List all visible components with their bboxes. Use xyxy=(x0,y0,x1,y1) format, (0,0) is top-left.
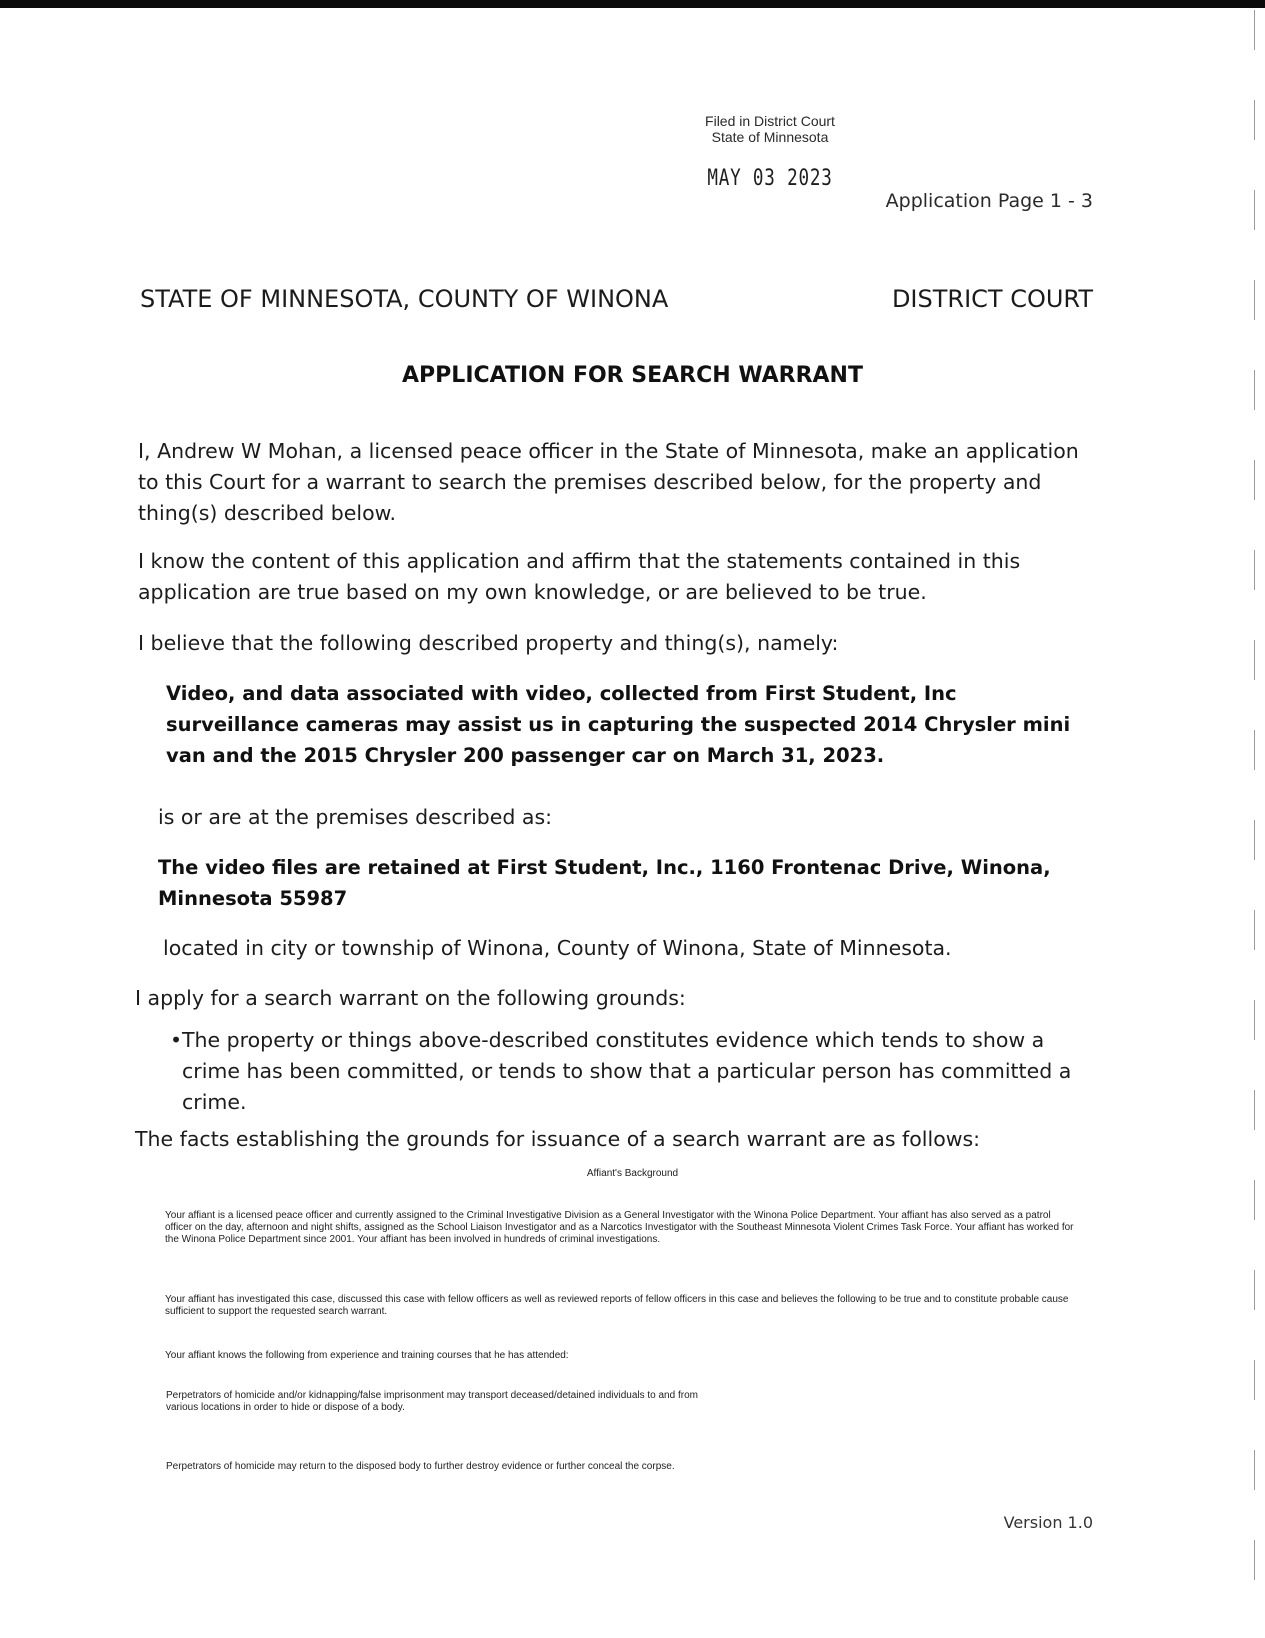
application-page-number: Application Page 1 - 3 xyxy=(885,190,1093,212)
stamp-date: MAY 03 2023 xyxy=(707,166,833,191)
stamp-line-1: Filed in District Court xyxy=(705,113,835,129)
version-label: Version 1.0 xyxy=(1003,1513,1093,1532)
court-name: DISTRICT COURT xyxy=(891,285,1093,313)
filed-stamp xyxy=(650,113,890,145)
premises-description: The video files are retained at First Student, Inc., 1160 Frontenac Drive, Winona, Minnesota 55987 xyxy=(158,856,1051,910)
affidavit-paragraph-3: Your affiant knows the following from experience and training courses that he has attended: xyxy=(165,1350,569,1361)
location-paragraph: located in city or township of Winona, County of Winona, State of Minnesota. xyxy=(163,936,952,960)
scan-right-edge xyxy=(1254,10,1255,1630)
grounds-list-item xyxy=(170,1025,1090,1118)
grounds-item-text: The property or things above-described constitutes evidence which tends to show a crime has been committed, or tends to show that a particular person has committed a crime. xyxy=(182,1028,1072,1114)
stamp-line-2: State of Minnesota xyxy=(711,129,829,145)
grounds-intro: I apply for a search warrant on the following grounds: xyxy=(135,986,686,1010)
court-venue: STATE OF MINNESOTA, COUNTY OF WINONA xyxy=(140,285,669,313)
affirm-paragraph: I know the content of this application and affirm that the statements contained in this application are true based on my own knowledge, or are believed to be true. xyxy=(138,549,1021,604)
affidavit-paragraph-2: Your affiant has investigated this case, discussed this case with fellow officers as well as reviewed reports of fellow officers in this case and believes the following to be true and to constitute probable cause sufficient to support the requested search warrant. xyxy=(165,1294,1069,1317)
affidavit-paragraph-1: Your affiant is a licensed peace officer and currently assigned to the Criminal Investigative Division as a General Investigator with the Winona Police Department. Your affiant has also served as a patrol officer on the day, afternoon and night shifts, assigned as the School Liaison Investigator and as a Narcotics Investigator with the Southeast Minnesota Violent Crimes Task Force. Your affiant has worked for the Winona Police Department since 2001. Your affiant has been involved in hundreds of criminal investigations. xyxy=(165,1210,1074,1245)
facts-intro: The facts establishing the grounds for issuance of a search warrant are as follows: xyxy=(135,1127,981,1151)
intro-paragraph: I, Andrew W Mohan, a licensed peace officer in the State of Minnesota, make an application to this Court for a warrant to search the premises described below, for the property and thing(s) described below. xyxy=(138,439,1079,525)
affidavit-paragraph-4: Perpetrators of homicide and/or kidnapping/false imprisonment may transport deceased/detained individuals to and from various locations in order to hide or dispose of a body. xyxy=(166,1390,698,1413)
document-title: APPLICATION FOR SEARCH WARRANT xyxy=(402,363,863,388)
property-description: Video, and data associated with video, collected from First Student, Inc surveillance cameras may assist us in capturing the suspected 2014 Chrysler mini van and the 2015 Chrysler 200 passenger car on March 31, 2023. xyxy=(166,682,1071,767)
scan-top-edge xyxy=(0,0,1265,8)
believe-paragraph: I believe that the following described property and thing(s), namely: xyxy=(138,631,839,655)
premises-intro: is or are at the premises described as: xyxy=(158,805,553,829)
affiant-background-heading: Affiant's Background xyxy=(586,1168,679,1179)
affidavit-paragraph-5: Perpetrators of homicide may return to the disposed body to further destroy evidence or further conceal the corpse. xyxy=(166,1461,675,1472)
bullet: • xyxy=(170,1028,183,1052)
